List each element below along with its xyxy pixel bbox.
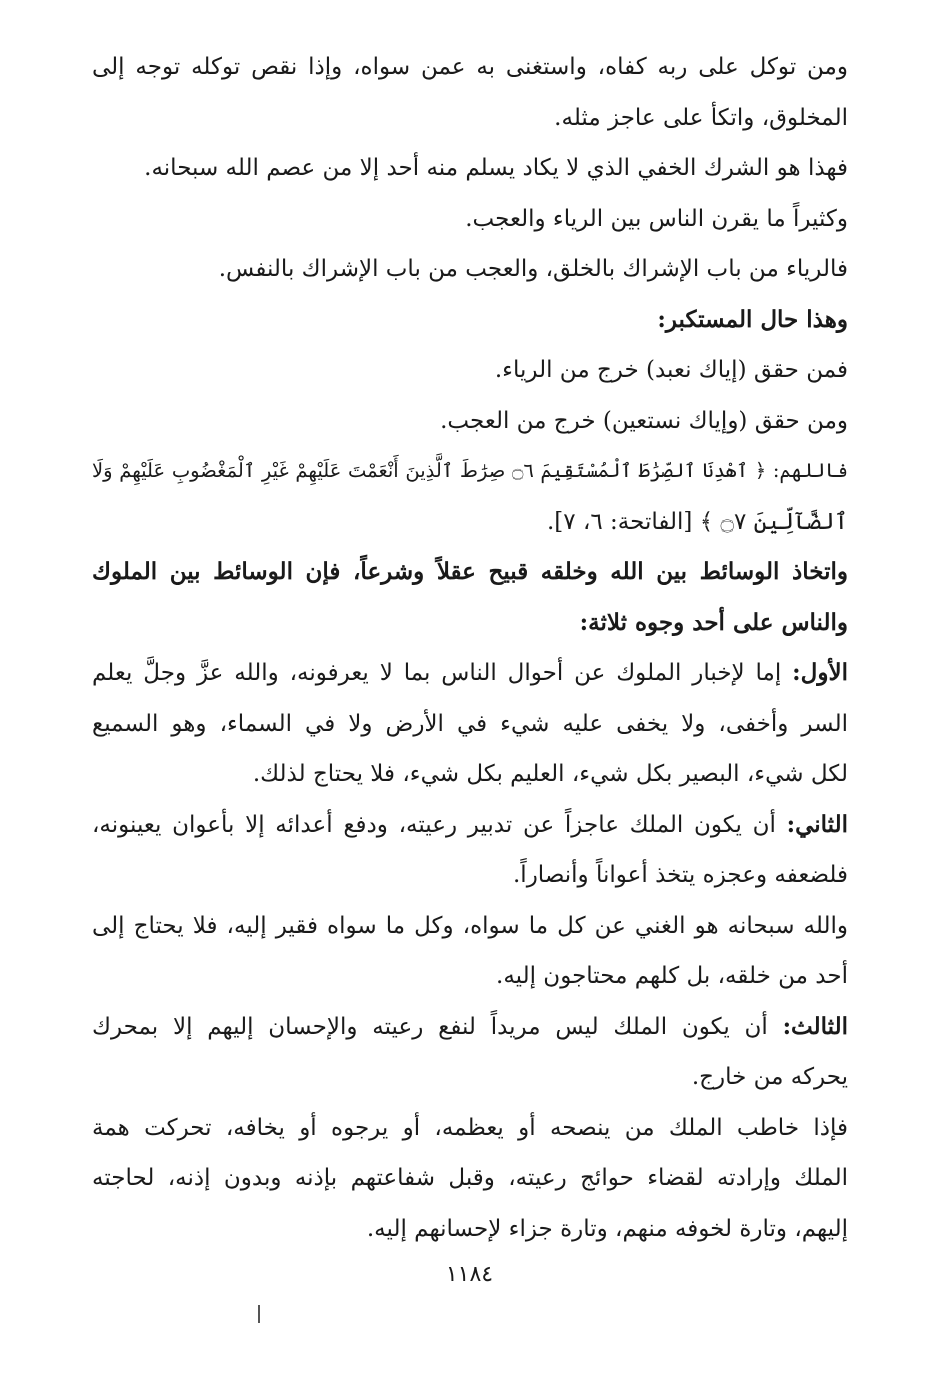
text-line [92,749,848,800]
line-text: وكثيراً ما يقرن الناس بين الرياء والعجب. [465,205,848,232]
line-text: فلضعفه وعجزه يتخذ أعواناً وأنصاراً. [513,862,848,888]
line-text: أن يكون الملك عاجزاً عن تدبير رعيته، ودفع أعدائه إلا بأعوان يعينونه، [92,811,787,838]
line-text: فمن حقق (إياك نعبد) خرج من الرياء. [494,357,848,383]
text-line [92,446,848,497]
text-line [92,42,848,93]
text-line [92,1052,848,1103]
text-line [92,93,848,144]
text-line [92,194,848,245]
text-line [92,598,848,649]
line-text: ومن حقق (وإياك نستعين) خرج من العجب. [440,407,848,434]
line-text: وهذا حال المستكبر: [657,305,848,333]
text-line [92,800,848,851]
text-line [92,1103,848,1154]
line-text: إليهم، وتارة لخوفه منهم، وتارة جزاء لإحسانهم إليه. [366,1215,848,1242]
section-lead-label: الأول: [792,659,848,686]
line-text: يحركه من خارج. [691,1064,848,1090]
text-line [92,295,848,346]
text-line [92,547,848,598]
section-lead-label: الثاني: [786,810,848,838]
line-text: أحد من خلقه، بل كلهم محتاجون إليه. [496,963,848,989]
body-text [92,42,848,1254]
line-text: ومن توكل على ربه كفاه، واستغنى به عمن سواه، وإذا نقص توكله توجه إلى [92,54,848,80]
text-line [92,699,848,750]
text-line [92,648,848,699]
line-text: فاللهم: ﴿ ٱهْدِنَا ٱلصِّرَٰطَ ٱلْمُسْتَقِيمَ ۝٦ صِرَٰطَ ٱلَّذِينَ أَنْعَمْتَ عَلَيْهِمْ غَيْرِ ٱلْمَغْضُوبِ عَلَيْهِمْ وَلَا [92,459,848,482]
text-line [92,901,848,952]
text-line [92,497,848,548]
line-text: المخلوق، واتكأ على عاجز مثله. [554,104,848,131]
text-line [92,951,848,1002]
section-lead-label: الثالث: [782,1012,848,1040]
line-text: والله سبحانه هو الغني عن كل ما سواه، وكل ما سواه فقير إليه، فلا يحتاج إلى [92,912,848,939]
line-text: فإذا خاطب الملك من ينصحه أو يعظمه، أو يرجوه أو يخافه، تحركت همة [92,1114,848,1141]
line-text: فالرياء من باب الإشراك بالخلق، والعجب من باب الإشراك بالنفس. [218,256,848,282]
line-text: والناس على أحد وجوه ثلاثة: [579,608,848,636]
text-line [92,143,848,194]
page-number: ١١٨٤ [445,1262,494,1287]
text-line [92,345,848,396]
line-text: أن يكون الملك ليس مريداً لنفع رعيته والإحسان إليهم إلا بمحرك [92,1013,783,1040]
line-text: إما لإخبار الملوك عن أحوال الناس بما لا يعرفونه، والله عزَّ وجلَّ يعلم [92,660,793,686]
line-text: فهذا هو الشرك الخفي الذي لا يكاد يسلم منه أحد إلا من عصم الله سبحانه. [144,155,848,181]
line-text: لكل شيء، البصير بكل شيء، العليم بكل شيء، فلا يحتاج لذلك. [252,761,848,787]
line-text: الملك وإرادته لقضاء حوائج رعيته، وقبل شفاعتهم بإذنه وبدون إذنه، لحاجته [92,1165,848,1191]
text-line [92,1153,848,1204]
text-line [92,1204,848,1255]
text-line [92,396,848,447]
line-text: واتخاذ الوسائط بين الله وخلقه قبيح عقلاً وشرعاً، فإن الوسائط بين الملوك [92,558,848,585]
text-line [92,1002,848,1053]
line-text: السر وأخفى، ولا يخفى عليه شيء في الأرض ولا في السماء، وهو السميع [92,710,848,737]
text-line [92,244,848,295]
scan-mark [258,1305,260,1323]
line-text: ٱلضَّآلِّينَ ۝٧ ﴾ [الفاتحة: ٦، ٧]. [546,508,848,535]
text-line [92,850,848,901]
